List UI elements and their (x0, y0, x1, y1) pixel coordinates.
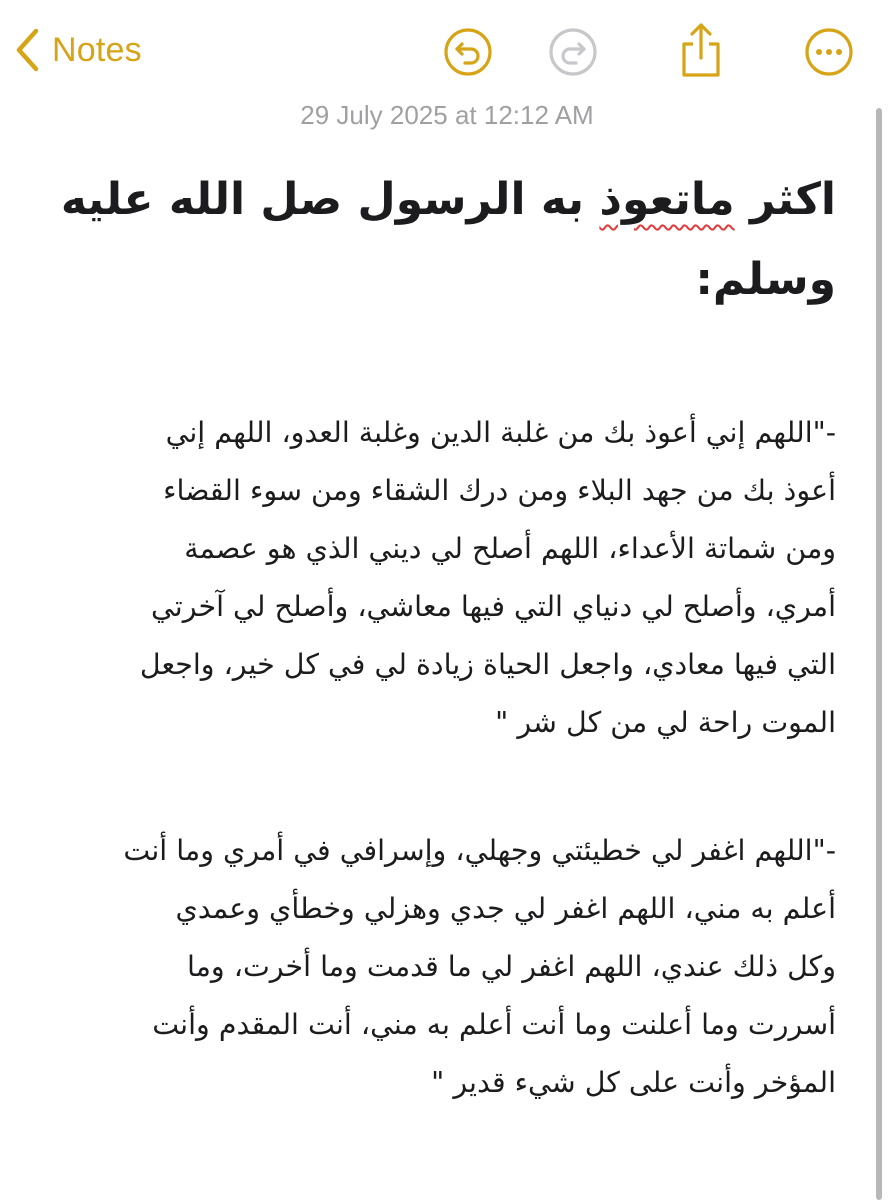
ellipsis-circle-icon (804, 27, 854, 77)
scrollbar[interactable] (876, 108, 882, 1200)
chevron-left-icon (14, 28, 40, 72)
back-label: Notes (52, 30, 142, 69)
note-date: 29 July 2025 at 12:12 AM (300, 100, 594, 130)
undo-button[interactable] (443, 27, 493, 77)
note-paragraph-2[interactable]: -"اللهم اغفر لي خطيئتي وجهلي، وإسرافي في أمري وما أنت أعلم به مني، اللهم اغفر لي جدي وهزلي وخطأي وعمدي وكل ذلك عندي، اللهم اغفر لي ما قدمت وما أخرت، وما أسررت وما أعلنت وما أنت أعلم به مني، أنت المقدم وأنت المؤخر وأنت على كل شيء قدير " (123, 834, 836, 1099)
share-icon (676, 22, 726, 78)
redo-button[interactable] (548, 27, 598, 77)
share-button[interactable] (676, 22, 726, 78)
navigation-bar (0, 0, 894, 100)
redo-icon (548, 27, 598, 77)
title-text-part2: به الرسول صل الله عليه وسلم: (60, 174, 836, 305)
back-button[interactable] (14, 22, 142, 78)
note-paragraph-1[interactable]: -"اللهم إني أعوذ بك من غلبة الدين وغلبة العدو، اللهم إني أعوذ بك من جهد البلاء ومن درك الشقاء ومن سوء القضاء ومن شماتة الأعداء، اللهم أصلح لي ديني الذي هو عصمة أمري، وأصلح لي دنياي التي فيها معاشي، وأصلح لي آخرتي التي فيها معادي، واجعل الحياة زيادة لي في كل خير، واجعل الموت راحة لي من كل شر " (139, 416, 836, 739)
undo-icon (443, 27, 493, 77)
note-body[interactable] (58, 160, 836, 1112)
misspelled-word[interactable]: ماتعوذ (599, 174, 735, 225)
title-text-part1: اكثر (734, 174, 836, 225)
note-title[interactable] (58, 160, 836, 320)
more-button[interactable] (804, 27, 854, 77)
